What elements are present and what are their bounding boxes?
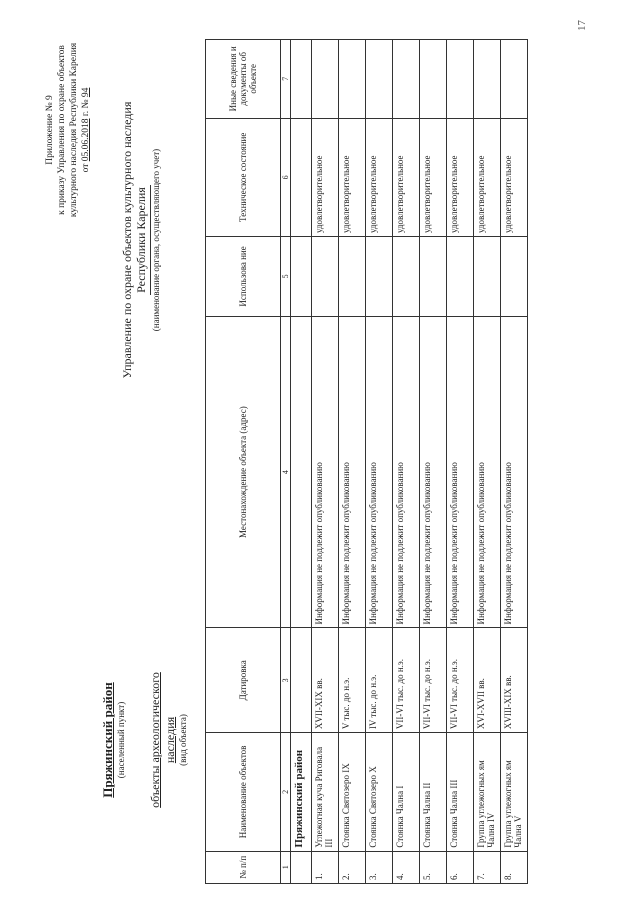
table-header-row (206, 40, 281, 884)
appendix-org-line: культурного наследия Республики Карелия (69, 42, 79, 218)
row-state: удовлетворительное (501, 118, 528, 236)
row-state: удовлетворительное (420, 118, 447, 236)
district-name: Пряжинский район (291, 733, 312, 851)
row-name: Углежогная куча Риговала III (312, 733, 339, 851)
row-use (501, 237, 528, 317)
header-use: Использова ние (206, 237, 281, 317)
row-other (420, 40, 447, 119)
column-number: 4 (281, 316, 291, 628)
column-numbers-row (281, 40, 291, 884)
row-dating: VII-VI тыс. до н.э. (447, 628, 474, 733)
appendix-number: 94 (81, 87, 91, 98)
column-number: 1 (281, 851, 291, 883)
organization-caption: (наименование органа, осуществляющего учет) (151, 148, 161, 332)
row-name: Группа углежогных ям Чална V (501, 733, 528, 851)
row-use (447, 237, 474, 317)
header-other: Иные сведения и документы об объекте (206, 40, 281, 119)
district-row (291, 40, 312, 884)
appendix-date-line (80, 5, 92, 255)
row-location: Информация не подлежит опубликованию (312, 316, 339, 628)
district-cell-empty (291, 40, 312, 119)
table-row (474, 40, 501, 884)
district-cell-empty (291, 628, 312, 733)
column-number: 5 (281, 237, 291, 317)
row-location: Информация не подлежит опубликованию (501, 316, 528, 628)
row-other (366, 40, 393, 119)
row-use (339, 237, 366, 317)
row-other (501, 40, 528, 119)
row-state: удовлетворительное (366, 118, 393, 236)
row-number: 2. (339, 851, 366, 883)
column-number: 3 (281, 628, 291, 733)
row-other (312, 40, 339, 119)
settlement-name: Пряжинский район (100, 682, 115, 798)
object-kind: объекты археологического наследия (148, 672, 177, 808)
row-number: 4. (393, 851, 420, 883)
column-number: 2 (281, 733, 291, 851)
header-name: Наименование объектов (206, 733, 281, 851)
appendix-number-prefix: г. № (81, 99, 91, 117)
row-other (474, 40, 501, 119)
row-other (339, 40, 366, 119)
row-use (474, 237, 501, 317)
row-other (447, 40, 474, 119)
district-cell-empty (291, 118, 312, 236)
row-name: Стоянка Святозеро X (366, 733, 393, 851)
district-cell-empty (291, 237, 312, 317)
settlement-caption: (населенный пункт) (116, 701, 126, 779)
table-row (501, 40, 528, 884)
header-location: Местонахождение объекта (адрес) (206, 316, 281, 628)
row-name: Стоянка Чална I (393, 733, 420, 851)
row-state: удовлетворительное (474, 118, 501, 236)
appendix-title: Приложение № 9 (45, 95, 55, 165)
row-name: Стоянка Чална III (447, 733, 474, 851)
row-number: 7. (474, 851, 501, 883)
table-row (312, 40, 339, 884)
appendix-order-line: к приказу Управления по охране объектов (57, 45, 67, 215)
row-dating: V тыс. до н.э. (339, 628, 366, 733)
row-number: 1. (312, 851, 339, 883)
row-number: 8. (501, 851, 528, 883)
row-number: 5. (420, 851, 447, 883)
row-name: Стоянка Чална II (420, 733, 447, 851)
header-dating: Датировка (206, 628, 281, 733)
settlement-block (100, 655, 188, 825)
row-state: удовлетворительное (393, 118, 420, 236)
row-dating: XVI-XVII вв. (474, 628, 501, 733)
row-use (420, 237, 447, 317)
row-state: удовлетворительное (339, 118, 366, 236)
organization-name-line2: Республики Карелия (134, 187, 148, 293)
row-location: Информация не подлежит опубликованию (474, 316, 501, 628)
row-dating: XVIII-XIX вв. (501, 628, 528, 733)
row-other (393, 40, 420, 119)
row-dating: XVII-XIX вв. (312, 628, 339, 733)
row-location: Информация не подлежит опубликованию (393, 316, 420, 628)
table-row (447, 40, 474, 884)
district-cell-empty (291, 851, 312, 883)
row-dating: IV тыс. до н.э. (366, 628, 393, 733)
table-row (393, 40, 420, 884)
appendix-date: 05.06.2018 (81, 118, 91, 162)
row-state: удовлетворительное (312, 118, 339, 236)
table-row (366, 40, 393, 884)
page-number: 17 (576, 20, 588, 31)
row-name: Стоянка Святозеро IX (339, 733, 366, 851)
header-number: № п/п (206, 851, 281, 883)
row-location: Информация не подлежит опубликованию (339, 316, 366, 628)
table-row (420, 40, 447, 884)
row-location: Информация не подлежит опубликованию (420, 316, 447, 628)
organization-block (120, 95, 161, 385)
column-number: 7 (281, 40, 291, 119)
row-location: Информация не подлежит опубликованию (447, 316, 474, 628)
appendix-header (44, 5, 92, 255)
row-use (312, 237, 339, 317)
appendix-date-prefix: от (81, 163, 91, 173)
row-name: Группа углежогных ям Чална IV (474, 733, 501, 851)
row-dating: VII-VI тыс. до н.э. (420, 628, 447, 733)
row-dating: VII-VI тыс. до н.э. (393, 628, 420, 733)
heritage-table (205, 39, 528, 884)
row-number: 3. (366, 851, 393, 883)
row-use (366, 237, 393, 317)
table-row (339, 40, 366, 884)
header-state: Техническое состояние (206, 118, 281, 236)
organization-name-line1: Управление по охране объектов культурного наследия (120, 101, 134, 379)
district-cell-empty (291, 316, 312, 628)
column-number: 6 (281, 118, 291, 236)
row-number: 6. (447, 851, 474, 883)
row-use (393, 237, 420, 317)
object-kind-caption: (вид объекта) (178, 714, 188, 766)
row-state: удовлетворительное (447, 118, 474, 236)
row-location: Информация не подлежит опубликованию (366, 316, 393, 628)
